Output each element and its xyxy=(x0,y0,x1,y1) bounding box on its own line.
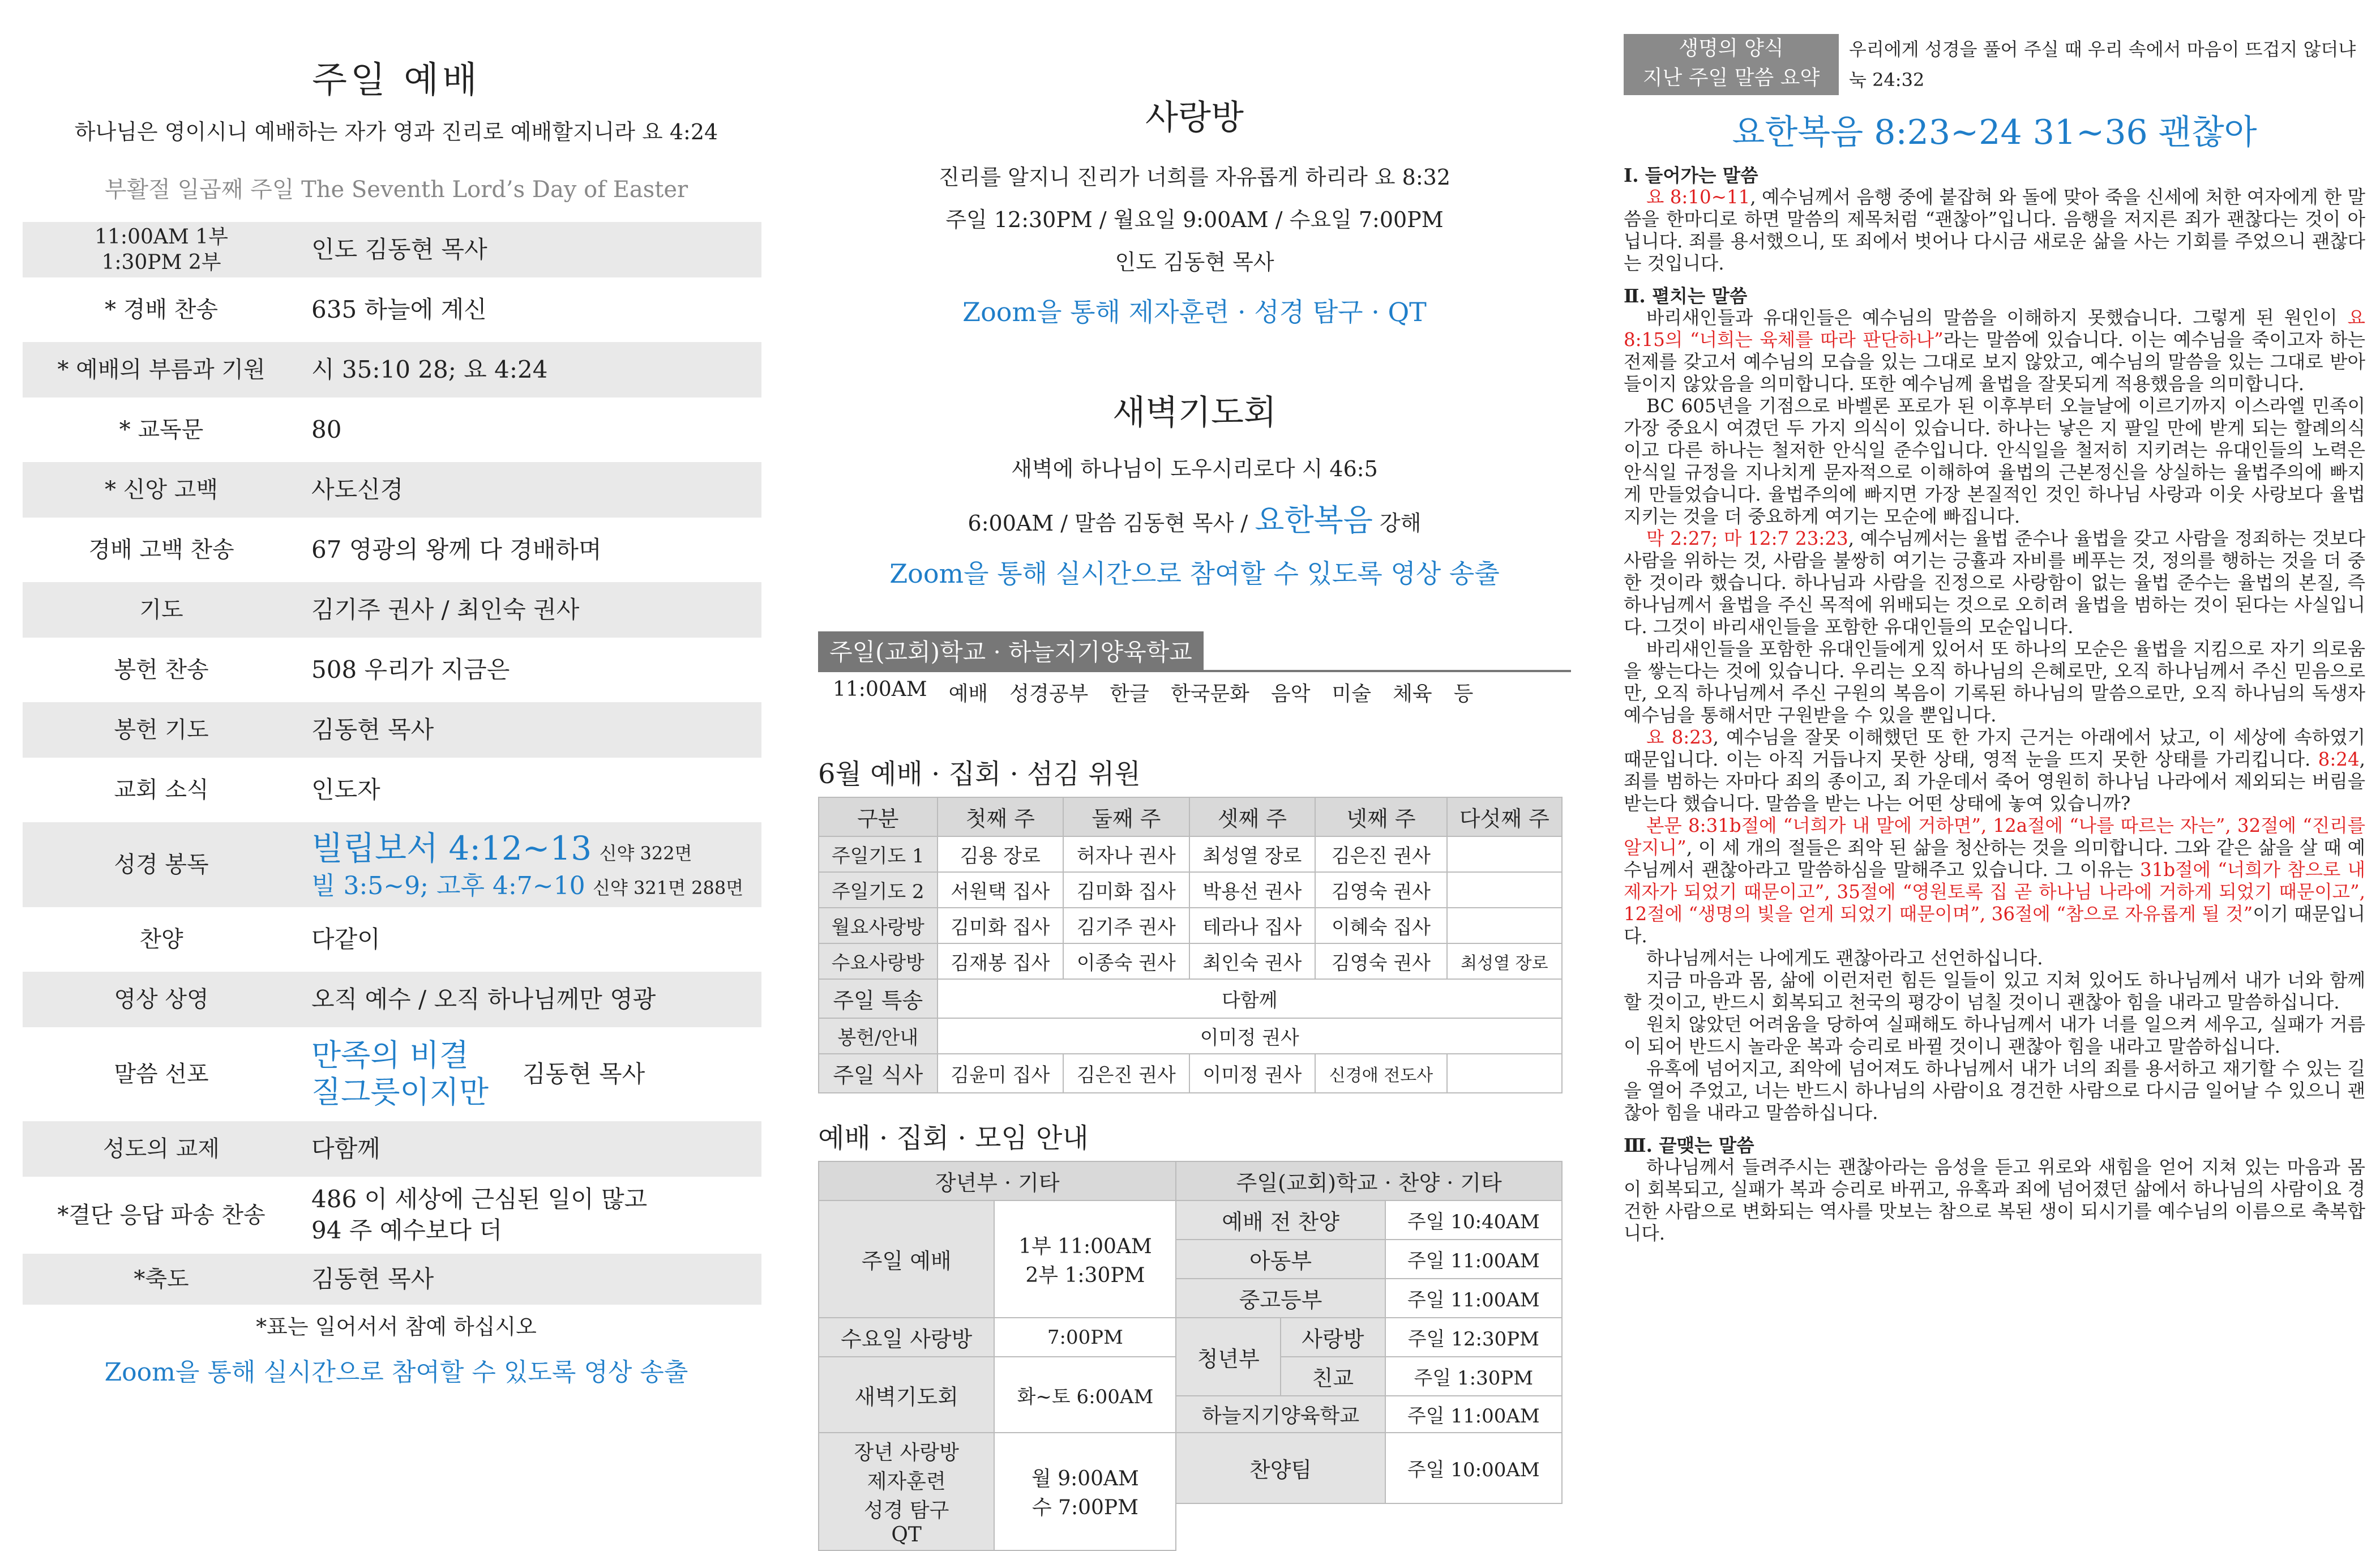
scripture-ref: 막 2:27; 마 12:7 23:23 xyxy=(1646,528,1848,549)
table-cell: 김용 장로 xyxy=(938,836,1064,872)
table-row xyxy=(819,908,1562,943)
table-cell: 주일 식사 xyxy=(819,1054,938,1093)
table-cell: 예배 전 찬양 xyxy=(1176,1200,1385,1240)
order-label: 봉헌 찬송 xyxy=(114,657,209,683)
school-item: 한글 xyxy=(1110,682,1149,706)
sermon-value xyxy=(300,1037,761,1111)
table-cell: 김미화 집사 xyxy=(938,908,1064,943)
table-row xyxy=(819,1018,1562,1054)
table-cell: 김미화 집사 xyxy=(1063,872,1189,908)
order-label: 기도 xyxy=(139,597,183,623)
order-row xyxy=(23,642,761,698)
order-value: 다함께 xyxy=(311,1134,380,1163)
table-cell: 주일 1:30PM xyxy=(1385,1357,1562,1396)
reading-main: 빌립보서 4:12~13 xyxy=(311,828,592,868)
paragraph xyxy=(1624,186,2365,275)
dawn-title: 새벽기도회 xyxy=(1112,393,1277,433)
paragraph: 하나님께서는 나에게도 괜찮아라고 선언하십니다. xyxy=(1646,947,2043,969)
paragraph-text: 이기 때문입니다. xyxy=(1624,903,2365,947)
school-item: 11:00AM xyxy=(833,678,927,701)
school-item: 한국문화 xyxy=(1170,682,1249,706)
sermon-summary-body xyxy=(1624,164,2365,1245)
table-cell: 김기주 권사 xyxy=(1063,908,1189,943)
table-row xyxy=(819,943,1562,979)
table-cell: 주일 특송 xyxy=(819,979,938,1018)
table-cell: 하늘지기양육학교 xyxy=(1176,1396,1385,1433)
table-cell: 1부 11:00AM 2부 1:30PM xyxy=(994,1200,1176,1318)
order-label: * 신앙 고백 xyxy=(105,477,218,503)
order-label: 말씀 선포 xyxy=(114,1061,209,1087)
table-cell: 새벽기도회 xyxy=(819,1357,994,1433)
table-cell: 김은진 권사 xyxy=(1315,836,1447,872)
table-cell: 주일기도 2 xyxy=(819,872,938,908)
order-label: * 교독문 xyxy=(119,417,204,443)
table-cell: 봉헌/안내 xyxy=(819,1018,938,1054)
table-cell: 최성열 장로 xyxy=(1189,836,1316,872)
order-value: 김동현 목사 xyxy=(311,1264,434,1293)
summary-label-box xyxy=(1624,34,1839,95)
dawn-time: 6:00AM / 말씀 김동현 목사 / xyxy=(968,511,1248,536)
table-header: 둘째 주 xyxy=(1063,797,1189,836)
paragraph: 지금 마음과 몸, 삶에 이런저런 힘든 일들이 있고 지쳐 있어도 하나님께서 내가 너와 함께할 것이고, 반드시 회복되고 천국의 평강이 넘칠 것이니 괜찮아 힘을 내라고 말씀하십니다. xyxy=(1624,969,2365,1013)
scripture-ref: 요 8:23 xyxy=(1646,727,1713,748)
paragraph: 유혹에 넘어지고, 죄악에 넘어져도 하나님께서 내가 너의 죄를 용서하고 재기할 수 있는 길을 열어 주었고, 너는 반드시 하나님의 사람이요 경건한 사람으로 다시금 일어날 수 있으니 괜찮아 힘을 내라고 말씀하십니다. xyxy=(1624,1058,2365,1123)
order-row xyxy=(23,582,761,638)
table-cell: 김영숙 권사 xyxy=(1315,943,1447,979)
table-cell: 주일 11:00AM xyxy=(1385,1240,1562,1279)
table-cell: 7:00PM xyxy=(994,1318,1176,1357)
paragraph-text: 라는 말씀에 있습니다. 이는 예수님을 죽이고자 하는 전제를 갖고서 예수님의 모습을 있는 그대로 보지 않았고, 예수님의 말씀을 있는 그대로 받아들이지 않았음을 의미합니다. 또한 예수님께 율법을 잘못되게 적용했음을 의미합니다. xyxy=(1624,329,2365,395)
paragraph-text: , 죄를 범하는 자마다 죄의 종이고, 죄 가운데서 죽어 영원히 하나님 나라에서 제외되는 버림을 받는다 했습니다. 말씀을 받는 나는 어떤 상태에 놓여 있습니까? xyxy=(1624,749,2365,814)
guide-table xyxy=(818,1161,1563,1551)
table-cell: 김윤미 집사 xyxy=(938,1054,1064,1093)
sarang-verse: 진리를 알지니 진리가 너희를 자유롭게 하리라 요 8:32 xyxy=(938,165,1451,190)
order-value: 80 xyxy=(311,415,342,443)
committee-title: 6월 예배 · 집회 · 섬김 위원 xyxy=(818,758,1141,790)
order-row xyxy=(23,1254,761,1305)
table-row xyxy=(819,1054,1562,1093)
order-value: 시 35:10 28; 요 4:24 xyxy=(311,355,548,383)
table-row xyxy=(819,836,1562,872)
order-row xyxy=(23,282,761,337)
paragraph: 바리새인들을 포함한 유대인들에게 있어서 또 하나의 모순은 율법을 지킴으로 자기 의로움을 쌓는다는 것에 있습니다. 우리는 오직 하나님의 은혜로만, 오직 하나님께서 주신 믿음으로만, 오직 하나님께서 주신 구원의 복음이 기록된 하나님의 말씀으로만, 오직 하나님의 독생자 예수님을 통해서만 구원받을 수 있을 뿐입니다. xyxy=(1624,638,2365,726)
table-header: 셋째 주 xyxy=(1189,797,1316,836)
paragraph: 하나님께서 들려주시는 괜찮아라는 음성을 듣고 위로와 새힘을 얻어 지쳐 있는 마음과 몸이 회복되고, 실패가 복과 승리로 바뀌고, 유혹과 죄에 넘어졌던 삶에서 하나님의 사람이요 경건한 사람으로 변화되는 역사를 맛보는 참으로 복된 생이 되시기를 예수님의 이름으로 축복합니다. xyxy=(1624,1156,2365,1244)
dawn-line xyxy=(818,496,1571,540)
table-cell: 수요사랑방 xyxy=(819,943,938,979)
section-heading: Ⅱ. 펼치는 말씀 xyxy=(1624,285,1748,307)
paragraph-text: , 이 세 개의 절들은 죄악 된 삶을 청산하는 것을 의미합니다. 그와 같은 삶을 살 때 예수님께서 괜찮아라고 말씀하심을 말해주고 있습니다. 그 이유는 xyxy=(1624,837,2365,881)
order-row xyxy=(23,912,761,967)
sermon-summary-section xyxy=(1624,34,2365,1245)
table-cell: 테라나 집사 xyxy=(1189,908,1316,943)
order-label: 영상 상영 xyxy=(114,986,209,1012)
dawn-zoom: Zoom을 통해 실시간으로 참여할 수 있도록 영상 송출 xyxy=(889,558,1500,589)
table-cell: 주일기도 1 xyxy=(819,836,938,872)
reading-sub: 빌 3:5~9; 고후 4:7~10 xyxy=(311,871,585,901)
order-value: 오직 예수 / 오직 하나님께만 영광 xyxy=(311,985,656,1013)
order-value: 635 하늘에 계신 xyxy=(311,295,487,323)
table-cell: 이미정 권사 xyxy=(938,1018,1562,1054)
table-cell: 이혜숙 집사 xyxy=(1315,908,1447,943)
order-value: 67 영광의 왕께 다 경배하며 xyxy=(311,535,602,563)
scripture-ref: 요 8:15의 “너희는 육체를 따라 판단하나” xyxy=(1624,307,2365,351)
sarang-title: 사랑방 xyxy=(1145,98,1244,138)
school-item: 음악 xyxy=(1270,682,1311,706)
table-cell: 서원택 집사 xyxy=(938,872,1064,908)
worship-zoom-note: Zoom을 통해 실시간으로 참여할 수 있도록 영상 송출 xyxy=(104,1358,688,1387)
order-row-reading xyxy=(23,822,761,907)
order-row xyxy=(23,402,761,458)
order-label: * 경배 찬송 xyxy=(105,297,218,323)
table-cell: 주일 11:00AM xyxy=(1385,1396,1562,1433)
scripture-ref: 본문 8:31b절에 “너희가 내 말에 거하면”, 12a절에 “나를 따르는 자는”, 32절에 “진리를 알지니” xyxy=(1624,815,2365,858)
summary-label-1: 생명의 양식 xyxy=(1679,37,1784,60)
order-row xyxy=(23,1181,761,1249)
table-header: 첫째 주 xyxy=(938,797,1064,836)
table-cell: 허자나 권사 xyxy=(1063,836,1189,872)
paragraph xyxy=(1624,307,2365,395)
section-heading: Ⅲ. 끝맺는 말씀 xyxy=(1624,1134,1754,1156)
order-value: 인도자 xyxy=(311,775,380,804)
sarang-times: 주일 12:30PM / 월요일 9:00AM / 수요일 7:00PM xyxy=(945,207,1444,232)
scripture-ref: 31b절에 “너희가 참으로 내 제자가 되었기 때문이고”, 35절에 “영원토록 집 곧 하나님 나라에 거하게 되었기 때문이고”, 12절에 “생명의 빛을 얻게 되었기 때문이며”, 36절에 “참으로 자유롭게 될 것” xyxy=(1624,859,2365,925)
school-header xyxy=(818,631,1571,672)
section-heading: Ⅰ. 들어가는 말씀 xyxy=(1624,164,1758,186)
table-cell: 주일 12:30PM xyxy=(1385,1318,1562,1357)
sarang-zoom: Zoom을 통해 제자훈련 · 성경 탐구 · QT xyxy=(962,297,1427,327)
table-cell xyxy=(1176,1503,1562,1550)
table-cell: 월 9:00AM 수 7:00PM xyxy=(994,1433,1176,1550)
school-item: 성경공부 xyxy=(1009,682,1089,706)
table-header: 다섯째 주 xyxy=(1447,797,1562,836)
order-value: 김기주 권사 / 최인숙 권사 xyxy=(311,595,580,623)
school-item: 체육 xyxy=(1393,682,1432,706)
order-value: 다같이 xyxy=(311,925,380,953)
table-cell: 아동부 xyxy=(1176,1240,1385,1279)
table-cell: 장년 사랑방 제자훈련 성경 탐구 QT xyxy=(819,1433,994,1550)
table-cell: 이미정 권사 xyxy=(1189,1054,1316,1093)
table-header: 구분 xyxy=(819,797,938,836)
order-row xyxy=(23,1121,761,1177)
school-items xyxy=(818,672,1571,712)
paragraph: BC 605년을 기점으로 바벨론 포로가 된 이후부터 오늘날에 이르기까지 이스라엘 민족이 가장 중요시 여겼던 두 가지 의식이 있습니다. 하나는 낳은 지 팔일 만에 받게 되는 할례의식이고 다른 하나는 철저한 안식일 준수입니다. 안식일을 철저히 지키려는 유대인들의 노력은 안식일 규정을 지나치게 문자적으로 이해하여 율법의 근본정신을 상실하는 율법주의에 빠지게 만들었습니다. 율법주의에 빠지면 가장 본질적인 것인 하나님 사랑과 이웃 사랑보다 율법 지키는 것을 더 중요하게 여기는 모순에 빠집니다. xyxy=(1624,395,2365,527)
school-title: 주일(교회)학교 · 하늘지기양육학교 xyxy=(818,631,1204,670)
table-header-row xyxy=(819,1161,1562,1200)
table-cell: 박용선 권사 xyxy=(1189,872,1316,908)
table-cell: 최성열 장로 xyxy=(1447,943,1562,979)
worship-order-list xyxy=(23,222,761,1305)
table-cell: 중고등부 xyxy=(1176,1279,1385,1318)
table-row xyxy=(819,1318,1562,1357)
order-label: 성경 봉독 xyxy=(114,852,209,878)
paragraph-text: 바리새인들과 유대인들은 예수님의 말씀을 이해하지 못했습니다. 그렇게 된 원인이 xyxy=(1646,307,2338,328)
worship-season: 부활절 일곱째 주일 The Seventh Lord’s Day of Easter xyxy=(104,177,688,203)
stand-note: *표는 일어서서 참예 하십시오 xyxy=(256,1314,537,1339)
summary-verse: 우리에게 성경을 풀어 주실 때 우리 속에서 마음이 뜨겁지 않더냐 눅 24:32 xyxy=(1849,39,2356,91)
order-label: 교회 소식 xyxy=(114,777,209,803)
order-row xyxy=(23,702,761,758)
scripture-ref: 요 8:10~11 xyxy=(1646,186,1750,208)
paragraph xyxy=(1624,815,2365,947)
table-cell: 김은진 권사 xyxy=(1063,1054,1189,1093)
order-value: 인도 김동현 목사 xyxy=(311,235,487,263)
scripture-ref: 8:24 xyxy=(2318,749,2360,770)
paragraph-text: , 예수님께서는 율법 준수나 율법을 갖고 사람을 정죄하는 것보다 사람을 위하는 것, 사람을 불쌍히 여기는 긍휼과 자비를 베푸는 것, 정의를 행하는 것을 더 중한 것이라 했습니다. 하나님과 사람을 진정으로 사랑함이 없는 율법 준수는 율법의 본질, 즉 하나님께서 율법을 주신 목적에 위배되는 것으로 오히려 율법을 범하는 것이 된다는 사실입니다. 그것이 바리새인들을 포함한 유대인들의 모순입니다. xyxy=(1624,528,2366,638)
order-label: 찬양 xyxy=(139,926,183,952)
table-cell: 화~토 6:00AM xyxy=(994,1357,1176,1433)
table-row xyxy=(819,979,1562,1018)
school-item: 등 xyxy=(1453,682,1474,706)
reading-main-page: 신약 322면 xyxy=(599,842,692,864)
order-row xyxy=(23,342,761,398)
table-cell: 최인숙 권사 xyxy=(1189,943,1316,979)
paragraph xyxy=(1624,528,2365,638)
worship-verse: 하나님은 영이시니 예배하는 자가 영과 진리로 예배할지니라 요 4:24 xyxy=(74,119,718,144)
order-row xyxy=(23,222,761,277)
order-row xyxy=(23,462,761,518)
table-cell: 주일 10:40AM xyxy=(1385,1200,1562,1240)
order-value: 김동현 목사 xyxy=(311,715,434,744)
school-item: 예배 xyxy=(948,682,988,706)
table-header: 주일(교회)학교 · 찬양 · 기타 xyxy=(1176,1161,1562,1200)
reading-sub-page: 신약 321면 288면 xyxy=(593,877,744,899)
dawn-book: 요한복음 xyxy=(1255,502,1373,538)
sermon-summary-header xyxy=(1624,34,2365,95)
order-label: 봉헌 기도 xyxy=(114,717,209,743)
order-label: *결단 응답 파송 찬송 xyxy=(57,1202,266,1228)
table-row xyxy=(819,1200,1562,1240)
order-label: 경배 고백 찬송 xyxy=(88,537,234,563)
table-cell xyxy=(1447,1054,1562,1093)
table-cell: 청년부 xyxy=(1176,1318,1281,1396)
table-cell: 김영숙 권사 xyxy=(1315,872,1447,908)
order-value: 사도신경 xyxy=(311,475,404,503)
committee-table xyxy=(818,797,1563,1093)
table-cell: 수요일 사랑방 xyxy=(819,1318,994,1357)
table-cell: 월요사랑방 xyxy=(819,908,938,943)
worship-section xyxy=(23,51,770,1388)
table-header: 넷째 주 xyxy=(1315,797,1447,836)
sarang-leader: 인도 김동현 목사 xyxy=(1115,250,1274,275)
paragraph-text: , 예수님을 잘못 이해했던 또 한 가지 근거는 아래에서 났고, 이 세상에 속하였기 때문입니다. 이는 아직 거듭나지 못한 상태, 영적 눈을 뜨지 못한 상태를 가리킵니다. xyxy=(1624,727,2365,770)
order-label: * 예배의 부름과 기원 xyxy=(57,357,266,383)
order-value: 508 우리가 지금은 xyxy=(311,655,510,683)
dawn-suffix: 강해 xyxy=(1380,511,1422,536)
school-item: 미술 xyxy=(1332,682,1372,706)
table-cell: 김재봉 집사 xyxy=(938,943,1064,979)
paragraph xyxy=(1624,727,2365,815)
table-cell: 주일 10:00AM xyxy=(1385,1433,1562,1503)
table-cell xyxy=(1447,908,1562,943)
order-row xyxy=(23,762,761,818)
table-cell xyxy=(1447,836,1562,872)
table-cell: 신경애 전도사 xyxy=(1315,1054,1447,1093)
table-cell: 주일 예배 xyxy=(819,1200,994,1318)
order-label: 11:00AM 1부 1:30PM 2부 xyxy=(95,225,228,274)
table-row xyxy=(819,1433,1562,1503)
order-row xyxy=(23,522,761,578)
sermon-preacher: 김동현 목사 xyxy=(522,1059,645,1088)
order-value: 486 이 세상에 근심된 일이 많고 94 주 예수보다 더 xyxy=(311,1185,648,1244)
table-cell: 이종숙 권사 xyxy=(1063,943,1189,979)
paragraph: 원치 않았던 어려움을 당하여 실패해도 하나님께서 내가 너를 일으켜 세우고, 실패가 거름이 되어 반드시 놀라운 복과 승리로 바뀔 것이니 괜찮아 힘을 내라고 말씀하십니다. xyxy=(1624,1014,2365,1057)
guide-title: 예배 · 집회 · 모임 안내 xyxy=(818,1122,1089,1154)
order-label: *축도 xyxy=(134,1266,189,1292)
order-label: 성도의 교제 xyxy=(103,1136,220,1162)
dawn-verse: 새벽에 하나님이 도우시리로다 시 46:5 xyxy=(1011,456,1378,481)
table-cell: 친교 xyxy=(1281,1357,1385,1396)
table-cell: 사랑방 xyxy=(1281,1318,1385,1357)
table-cell: 다함께 xyxy=(938,979,1562,1018)
summary-title: 요한복음 8:23~24 31~36 괜찮아 xyxy=(1732,113,2257,152)
sermon-title-1: 만족의 비결 xyxy=(311,1037,469,1074)
schedule-section xyxy=(818,91,1571,1551)
sermon-title-2: 질그릇이지만 xyxy=(311,1074,489,1110)
table-cell: 주일 11:00AM xyxy=(1385,1279,1562,1318)
table-header-row xyxy=(819,797,1562,836)
order-row xyxy=(23,972,761,1027)
worship-title: 주일 예배 xyxy=(312,59,481,101)
table-header: 장년부 · 기타 xyxy=(819,1161,1176,1200)
table-cell xyxy=(1447,872,1562,908)
paragraph-text: , 예수님께서 음행 중에 붙잡혀 와 돌에 맞아 죽을 신세에 처한 여자에게 한 말씀을 한마디로 하면 말씀의 제목처럼 “괜찮아”입니다. 음행을 저지른 죄가 괜찮다는 것이 아닙니다. 죄를 용서했으니, 또 죄에서 벗어나 다시금 새로운 삶을 사는 기회를 주었으니 괜찮다는 것입니다. xyxy=(1624,186,2365,274)
table-row xyxy=(819,872,1562,908)
order-row-sermon xyxy=(23,1032,761,1117)
summary-label-2: 지난 주일 말씀 요약 xyxy=(1642,66,1820,89)
reading-value xyxy=(300,827,761,903)
table-cell: 찬양팀 xyxy=(1176,1433,1385,1503)
